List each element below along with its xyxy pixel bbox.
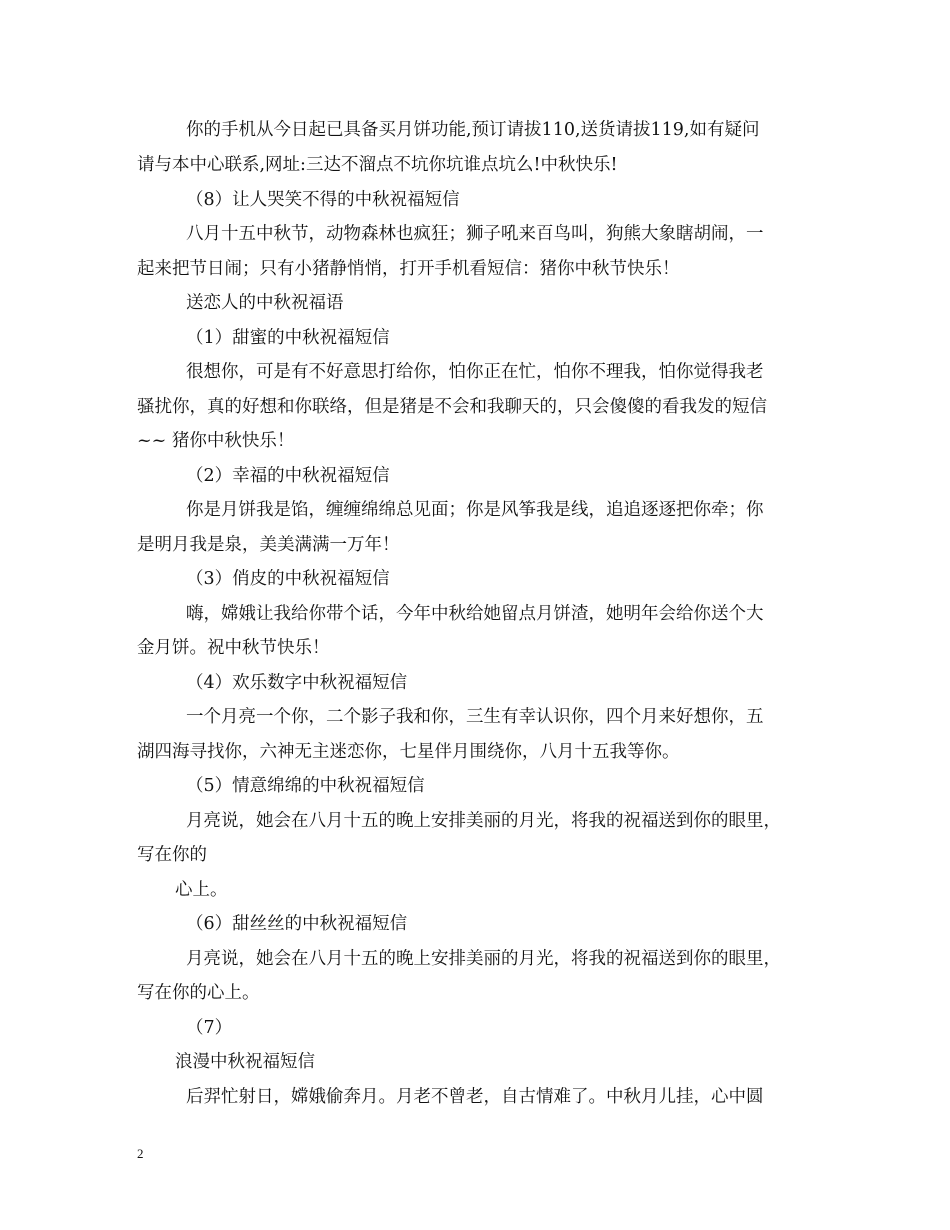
section-heading: （6）甜丝丝的中秋祝福短信	[186, 914, 408, 934]
text-line: 心上。	[175, 880, 228, 900]
text-line: ~~ 猪你中秋快乐！	[137, 431, 295, 451]
text-line: 你是月饼我是馅，缠缠绵绵总见面；你是风筝我是线，追追逐逐把你牵；你	[186, 500, 764, 520]
section-heading: 浪漫中秋祝福短信	[175, 1052, 315, 1072]
text-line: 写在你的心上。	[137, 983, 260, 1003]
section-heading: （8）让人哭笑不得的中秋祝福短信	[186, 190, 460, 210]
text-line: 八月十五中秋节，动物森林也疯狂；狮子吼来百鸟叫，狗熊大象瞎胡闹，一	[186, 224, 764, 244]
text-line: 写在你的	[137, 845, 207, 865]
text-line: 骚扰你，真的好想和你联络，但是猪是不会和我聊天的，只会傻傻的看我发的短信	[137, 397, 767, 417]
section-heading: （4）欢乐数字中秋祝福短信	[186, 673, 408, 693]
text-line: 湖四海寻找你，六神无主迷恋你，七星伴月围绕你，八月十五我等你。	[137, 742, 680, 762]
text-line: 嗨，嫦娥让我给你带个话，今年中秋给她留点月饼渣，她明年会给你送个大	[186, 604, 764, 624]
section-heading: （5）情意绵绵的中秋祝福短信	[186, 776, 425, 796]
text-line: 请与本中心联系,网址:三达不溜点不坑你坑谁点坑么!中秋快乐!	[137, 155, 618, 175]
text-line: 月亮说，她会在八月十五的晚上安排美丽的月光，将我的祝福送到你的眼里，	[186, 811, 781, 831]
section-heading: （1）甜蜜的中秋祝福短信	[186, 328, 390, 348]
text-line: 你的手机从今日起已具备买月饼功能,预订请拔110,送货请拔119,如有疑问	[186, 120, 760, 140]
section-heading: （3）俏皮的中秋祝福短信	[186, 569, 390, 589]
page-number: 2	[137, 1146, 144, 1161]
text-line: 一个月亮一个你，二个影子我和你，三生有幸认识你，四个月来好想你，五	[186, 707, 764, 727]
section-heading: （7）	[186, 1018, 233, 1038]
text-line: 很想你，可是有不好意思打给你，怕你正在忙，怕你不理我，怕你觉得我老	[186, 362, 764, 382]
text-line: 后羿忙射日，嫦娥偷奔月。月老不曾老，自古情难了。中秋月儿挂，心中圆	[186, 1087, 764, 1107]
text-line: 是明月我是泉，美美满满一万年！	[137, 535, 400, 555]
text-line: 月亮说，她会在八月十五的晚上安排美丽的月光，将我的祝福送到你的眼里，	[186, 949, 781, 969]
text-line: 金月饼。祝中秋节快乐！	[137, 638, 330, 658]
section-heading: 送恋人的中秋祝福语	[186, 293, 344, 313]
text-line: 起来把节日闹；只有小猪静悄悄，打开手机看短信：猪你中秋节快乐！	[137, 259, 680, 279]
section-heading: （2）幸福的中秋祝福短信	[186, 466, 390, 486]
